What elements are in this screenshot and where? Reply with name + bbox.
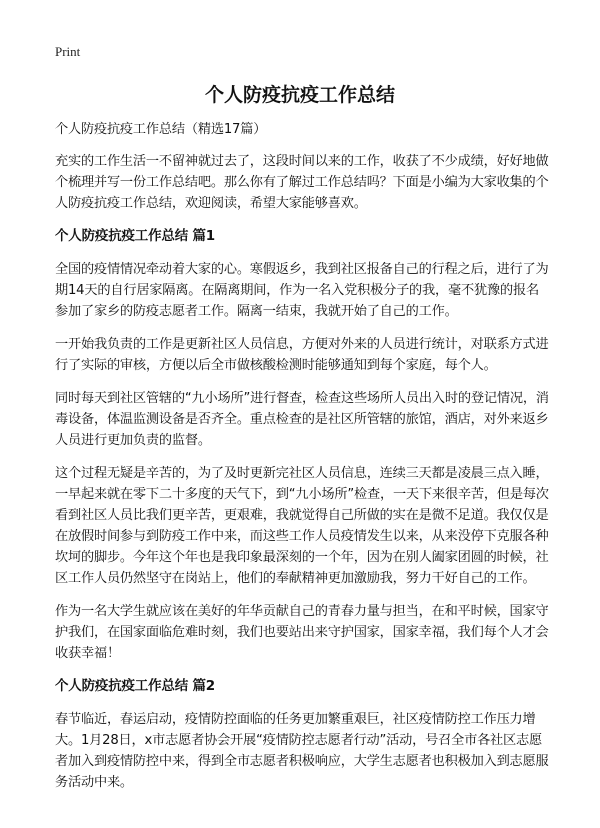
- section-1-paragraph: 全国的疫情情况牵动着大家的心。寒假返乡，我到社区报备自己的行程之后，进行了为期14天的自行居家隔离。在隔离期间，作为一名入党积极分子的我，毫不犹豫的报名参加了家乡的防疫志愿者工作。隔离一结束，我就开始了自己的工作。: [55, 262, 549, 319]
- article-subtitle: 个人防疫抗疫工作总结（精选17篇）: [55, 122, 267, 137]
- section-1-paragraph: 作为一名大学生就应该在美好的年华贡献自己的青春力量与担当，在和平时候，国家守护我们，在国家面临危难时刻，我们也要站出来守护国家，国家幸福，我们每个人才会收获幸福！: [55, 604, 549, 661]
- article-body: [55, 119, 549, 805]
- article-intro: 充实的工作生活一不留神就过去了，这段时间以来的工作，收获了不少成绩，好好地做个梳理并写一份工作总结吧。那么你有了解过工作总结吗？下面是小编为大家收集的个人防疫抗疫工作总结，欢迎阅读，希望大家能够喜欢。: [55, 154, 549, 211]
- section-heading-2: 个人防疫抗疫工作总结 篇2: [55, 678, 215, 694]
- section-1-paragraph: 这个过程无疑是辛苦的，为了及时更新完社区人员信息，连续三天都是凌晨三点入睡，一早起来就在零下二十多度的天气下，到“九小场所”检查，一天下来很辛苦，但是每次看到社区人员比我们更辛苦，更艰难，我就觉得自己所做的实在是微不足道。我仅仅是在放假时间参与到防疫工作中来，而这些工作人员疫情发生以来，从来没停下克服各种坎坷的脚步。今年这个年也是我印象最深刻的一个年，因为在别人阖家团圆的时候，社区工作人员仍然坚守在岗站上，他们的奉献精神更加激励我，努力干好自己的工作。: [55, 466, 549, 586]
- section-1-paragraph: 一开始我负责的工作是更新社区人员信息，方便对外来的人员进行统计，对联系方式进行了实际的审核，方便以后全市做核酸检测时能够通知到每个家庭，每个人。: [55, 337, 549, 373]
- section-heading-1: 个人防疫抗疫工作总结 篇1: [55, 228, 215, 244]
- section-2-paragraph: 春节临近，春运启动，疫情防控面临的任务更加繁重艰巨，社区疫情防控工作压力增大。1月28日，x市志愿者协会开展“疫情防控志愿者行动”活动，号召全市各社区志愿者加入到疫情防控中来，得到全市志愿者积极响应，大学生志愿者也积极加入到志愿服务活动中来。: [55, 712, 549, 790]
- print-link[interactable]: Print: [55, 44, 81, 59]
- page-title: 个人防疫抗疫工作总结: [204, 84, 395, 106]
- section-1-paragraph: 同时每天到社区管辖的“九小场所”进行督查，检查这些场所人员出入时的登记情况，消毒设备，体温监测设备是否齐全。重点检查的是社区所管辖的旅馆，酒店，对外来返乡人员进行更加负责的监督。: [55, 391, 549, 448]
